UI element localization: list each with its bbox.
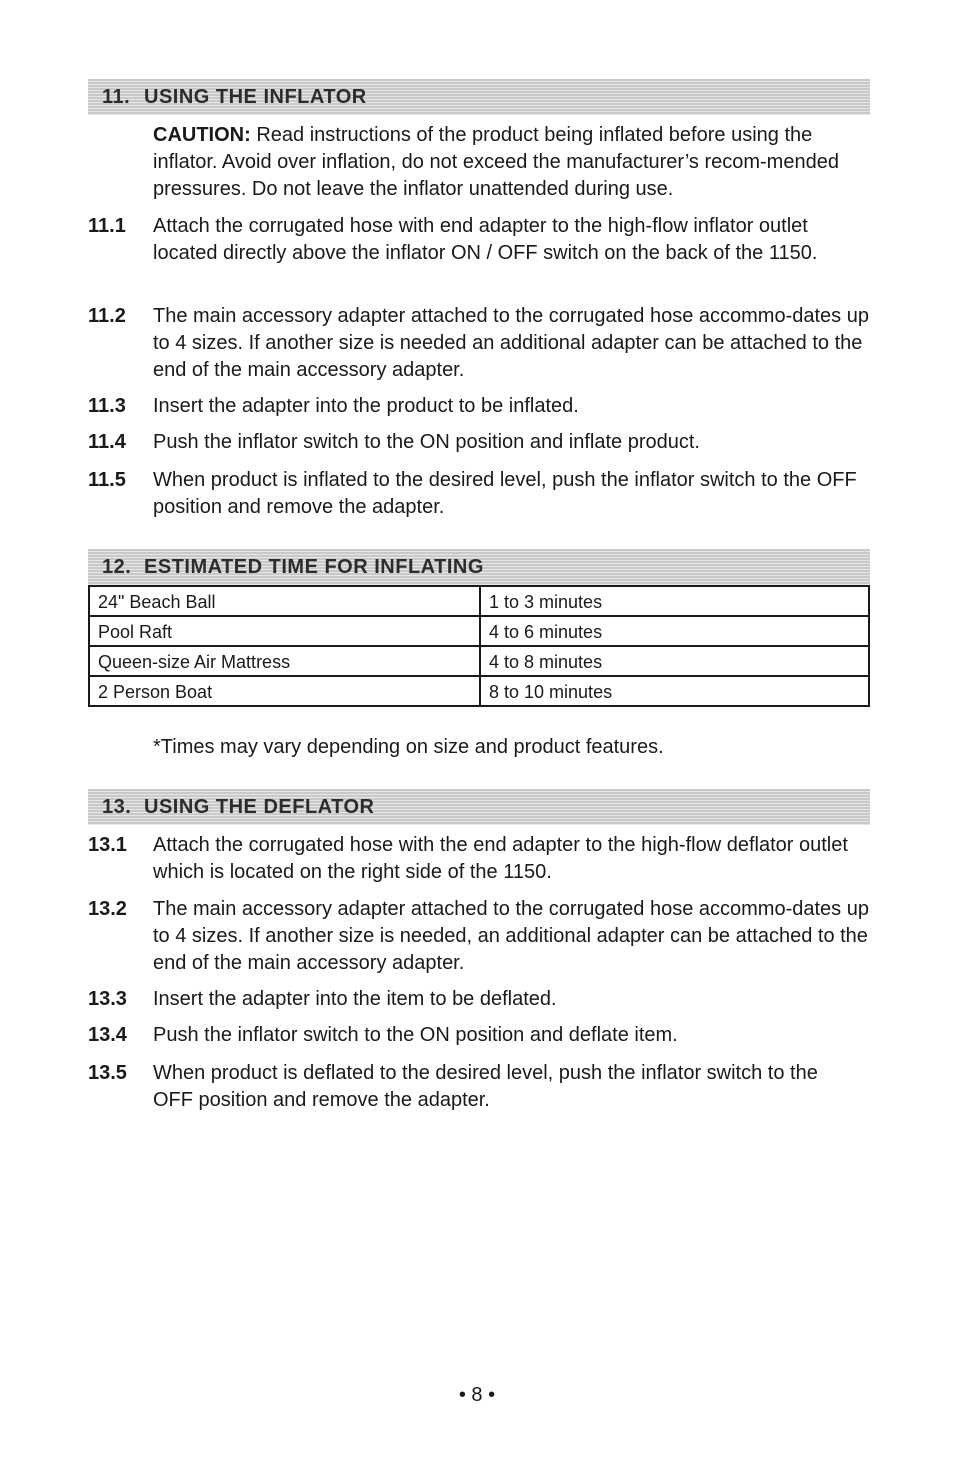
- step-11-5: [88, 467, 872, 521]
- section-11-title: USING THE INFLATOR: [144, 85, 367, 108]
- table-cell-time: 1 to 3 minutes: [480, 586, 869, 616]
- table-row: [89, 586, 869, 616]
- step-13-5: [88, 1060, 872, 1114]
- step-number: 13.4: [88, 1024, 127, 1046]
- step-text: Push the inflator switch to the ON position and deflate item.: [153, 1024, 678, 1046]
- step-number: 13.1: [88, 834, 127, 856]
- step-number: 11.4: [88, 431, 126, 453]
- step-text: The main accessory adapter attached to the corrugated hose accommo-dates up to 4 sizes. If another size is needed, an additional adapter can be attached to the end of the main accessory adapter.: [153, 898, 869, 974]
- step-text: When product is inflated to the desired level, push the inflator switch to the OFF position and remove the adapter.: [153, 469, 857, 518]
- step-number: 11.3: [88, 395, 126, 417]
- step-number: 13.3: [88, 988, 127, 1010]
- table-cell-item: Queen-size Air Mattress: [89, 646, 480, 676]
- step-11-3: [88, 393, 872, 420]
- inflation-time-table: [88, 585, 870, 707]
- caution-text: Read instructions of the product being inflated before using the inflator. Avoid over inflation, do not exceed the manufacturer’s recom-mended pressures. Do not leave the inflator unattended during use.: [153, 124, 839, 200]
- table-cell-item: 24" Beach Ball: [89, 586, 480, 616]
- table-cell-time: 4 to 6 minutes: [480, 616, 869, 646]
- section-12-title: ESTIMATED TIME FOR INFLATING: [144, 555, 484, 578]
- step-text: Attach the corrugated hose with end adapter to the high-flow inflator outlet located directly above the inflator ON / OFF switch on the back of the 1150.: [153, 215, 818, 264]
- page-number: • 8 •: [458, 1384, 496, 1406]
- caution-label: CAUTION:: [153, 124, 251, 146]
- caution-paragraph: [153, 122, 871, 203]
- step-text: Push the inflator switch to the ON position and inflate product.: [153, 431, 700, 453]
- step-number: 11.1: [88, 215, 126, 237]
- section-13-title: USING THE DEFLATOR: [144, 795, 375, 818]
- step-text: When product is deflated to the desired level, push the inflator switch to the OFF position and remove the adapter.: [153, 1062, 818, 1111]
- step-number: 13.5: [88, 1062, 127, 1084]
- section-11-header: [88, 79, 870, 115]
- step-number: 11.2: [88, 305, 126, 327]
- step-text: Insert the adapter into the product to be inflated.: [153, 395, 579, 417]
- step-11-2: [88, 303, 872, 384]
- step-number: 13.2: [88, 898, 127, 920]
- table-cell-item: 2 Person Boat: [89, 676, 480, 706]
- section-12-number: 12.: [102, 555, 132, 578]
- section-13-header: [88, 789, 870, 825]
- table-row: [89, 676, 869, 706]
- step-13-3: [88, 986, 872, 1013]
- step-text: The main accessory adapter attached to the corrugated hose accommo-dates up to 4 sizes. If another size is needed an additional adapter can be attached to the end of the main accessory adapter.: [153, 305, 869, 381]
- table-cell-time: 8 to 10 minutes: [480, 676, 869, 706]
- step-11-1: [88, 213, 872, 267]
- table-row: [89, 616, 869, 646]
- step-13-4: [88, 1022, 872, 1049]
- table-footnote: *Times may vary depending on size and product features.: [153, 736, 664, 758]
- table-cell-item: Pool Raft: [89, 616, 480, 646]
- section-13-number: 13.: [102, 795, 132, 818]
- table-row: [89, 646, 869, 676]
- step-text: Insert the adapter into the item to be deflated.: [153, 988, 557, 1010]
- section-12-header: [88, 549, 870, 585]
- step-text: Attach the corrugated hose with the end adapter to the high-flow deflator outlet which is located on the right side of the 1150.: [153, 834, 848, 883]
- table-cell-time: 4 to 8 minutes: [480, 646, 869, 676]
- step-11-4: [88, 429, 872, 456]
- step-number: 11.5: [88, 469, 126, 491]
- step-13-2: [88, 896, 872, 977]
- section-11-number: 11.: [102, 85, 131, 108]
- step-13-1: [88, 832, 872, 886]
